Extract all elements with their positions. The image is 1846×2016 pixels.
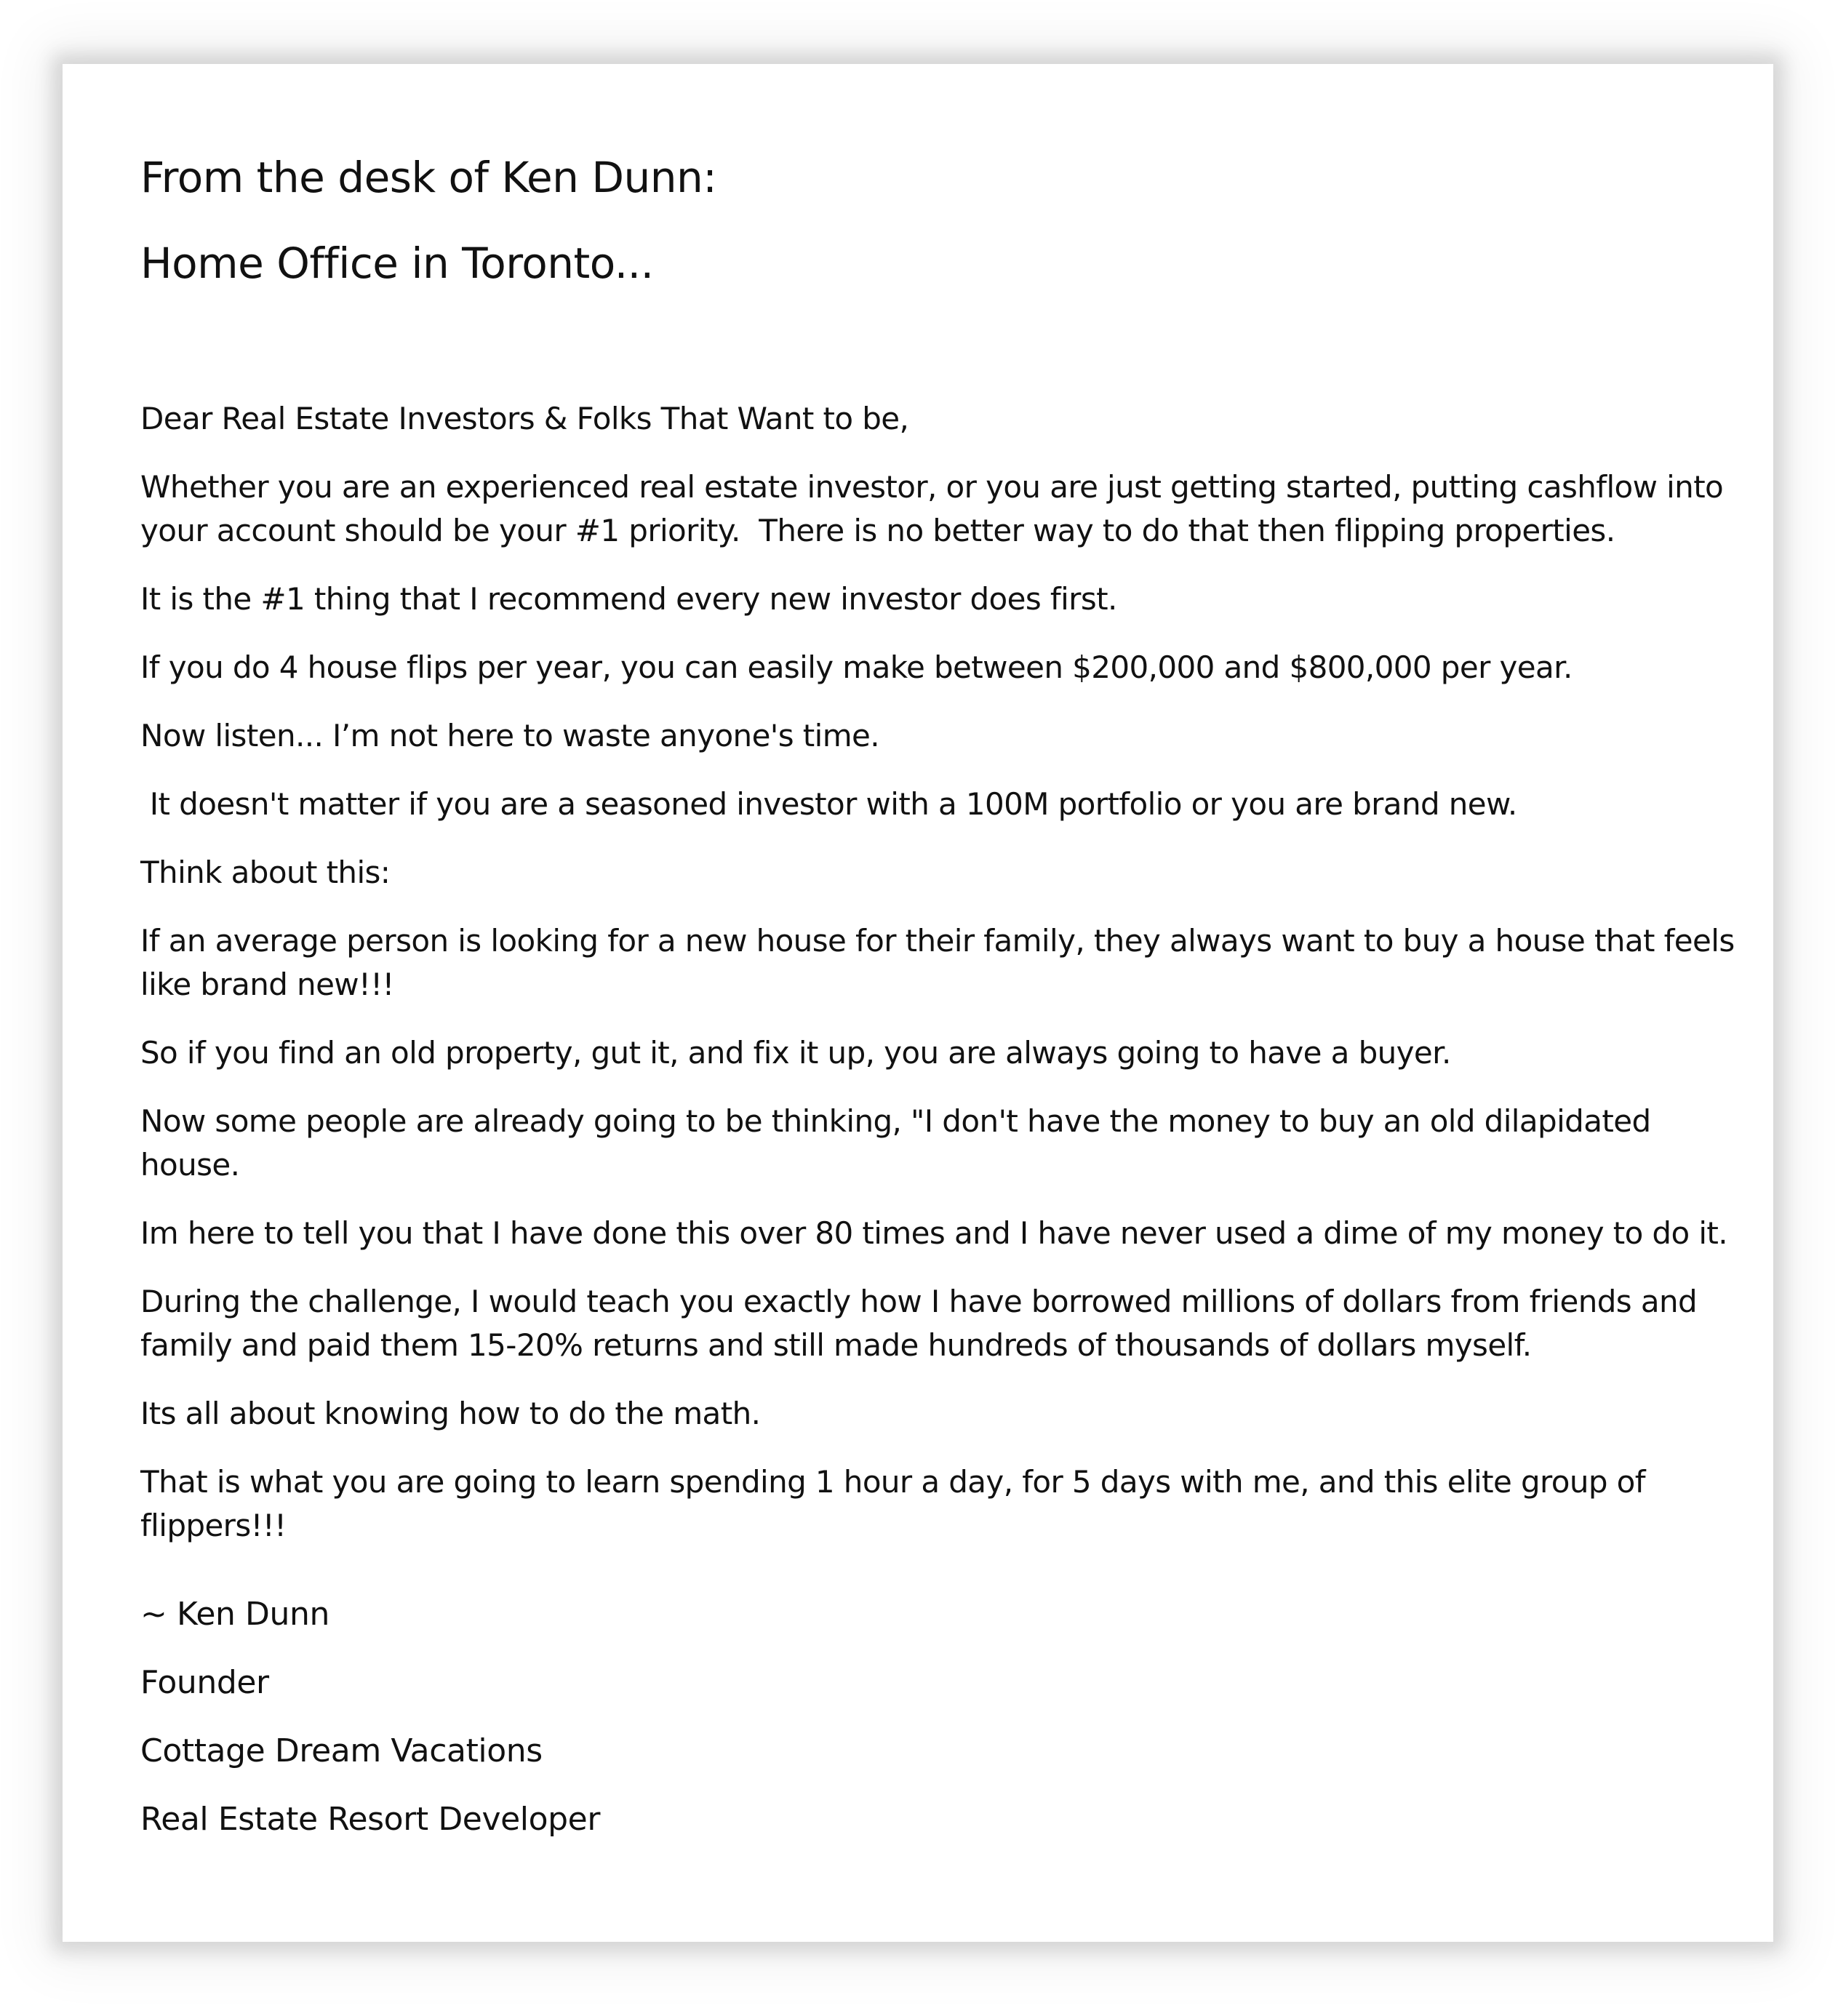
- signature-block: [140, 1593, 1741, 1866]
- paragraph: It doesn't matter if you are a seasoned investor with a 100M portfolio or you are brand new.: [140, 786, 1517, 822]
- paragraph: Its all about knowing how to do the math.: [140, 1396, 761, 1431]
- signature-name: ~ Ken Dunn: [140, 1596, 330, 1633]
- paragraph: Now listen... I’m not here to waste anyone's time.: [140, 718, 880, 753]
- paragraph: If you do 4 house flips per year, you can easily make between $200,000 and $800,000 per year.: [140, 649, 1573, 685]
- paragraph: Think about this:: [140, 855, 391, 890]
- signature-company: Cottage Dream Vacations: [140, 1732, 543, 1769]
- paragraph: During the challenge, I would teach you exactly how I have borrowed millions of dollars from friends and family and paid them 15-20% returns and still made hundreds of thousands of dollars myself.: [140, 1284, 1706, 1363]
- paragraph: It is the #1 thing that I recommend every new investor does first.: [140, 581, 1117, 617]
- letter-heading-from: From the desk of Ken Dunn:: [140, 153, 717, 202]
- paragraph: Now some people are already going to be thinking, "I don't have the money to buy an old dilapidated house.: [140, 1103, 1661, 1183]
- signature-title: Founder: [140, 1664, 269, 1701]
- signature-role: Real Estate Resort Developer: [140, 1801, 601, 1838]
- letter-card: [63, 64, 1773, 1942]
- paragraph: Whether you are an experienced real estate investor, or you are just getting started, putting cashflow into your account should be your #1 priority. There is no better way to do that then flipping properties.: [140, 469, 1733, 548]
- letter-paragraphs: [140, 397, 1744, 1572]
- paragraph: So if you find an old property, gut it, and fix it up, you are always going to have a buyer.: [140, 1035, 1451, 1071]
- paragraph: If an average person is looking for a new house for their family, they always want to buy a house that feels like brand new!!!: [140, 923, 1744, 1002]
- letter-heading-office: Home Office in Toronto...: [140, 239, 654, 288]
- paragraph: That is what you are going to learn spending 1 hour a day, for 5 days with me, and this elite group of flippers!!!: [140, 1464, 1655, 1543]
- paragraph: Im here to tell you that I have done this over 80 times and I have never used a dime of my money to do it.: [140, 1215, 1728, 1251]
- greeting: Dear Real Estate Investors & Folks That Want to be,: [140, 401, 909, 436]
